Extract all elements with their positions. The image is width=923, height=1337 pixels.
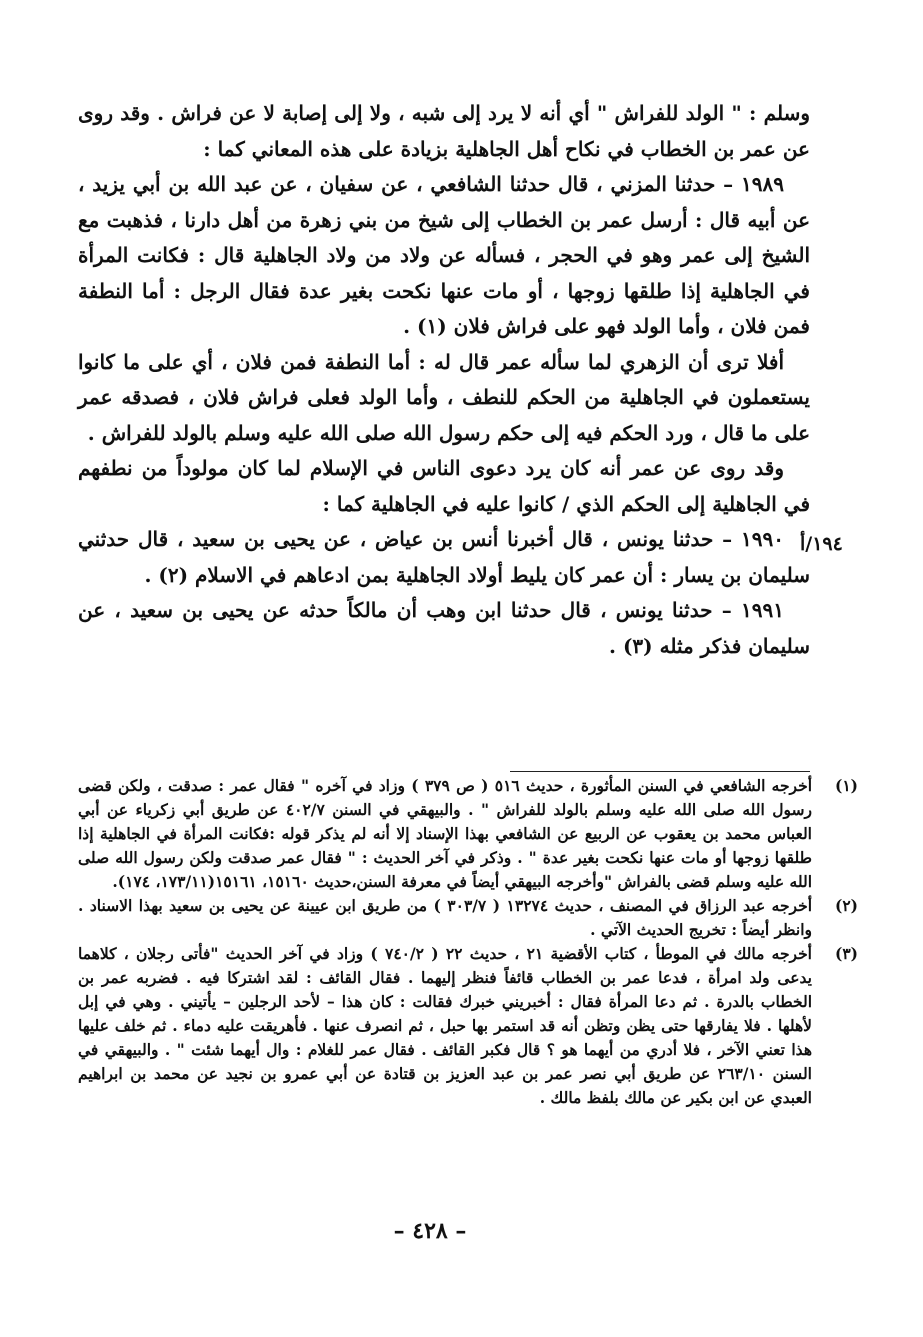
footnote-text: أخرجه مالك في الموطأ ، كتاب الأقضية ٢١ ، حديث ٢٢ ( ٧٤٠/٢ ) وزاد في آخر الحديث "فأتى رجلان ، كلاهما يدعى ولد امرأة ، فدعا عمر بن الخطاب قائفاً فنظر إليهما . فقال القائف : لقد اشتركا فيه . فضربه عمر بن الخطاب بالدرة . ثم دعا المرأة فقال : أخبريني خبرك فقالت : كان هذا – لأحد الرجلين – يأتيني . وهي في إبل لأهلها . فلا يفارقها حتى يظن وتظن أنه قد استمر بها حبل ، ثم انصرف عنها . فأهريقت عليه دماء . ثم خلف عليها هذا تعني الآخر ، فلا أدري من أيهما هو ؟ قال فكبر القائف . فقال عمر للغلام : وال أيهما شئت " . والبيهقي في السنن ٢٦٣/١٠ عن طريق أبي نصر عمر بن عبد العزيز بن قتادة عن أبي عمرو بن نجيد عن محمد بن ابراهيم العبدي عن ابن بكير عن مالك بلفظ مالك . bbox=[78, 944, 812, 1107]
main-text bbox=[78, 96, 810, 664]
paragraph-umar-narration: وقد روى عن عمر أنه كان يرد دعوى الناس في الإسلام لما كان مولوداً من نطفهم في الجاهلية إلى الحكم الذي / كانوا عليه في الجاهلية كما : bbox=[78, 456, 810, 516]
footnote-text: أخرجه الشافعي في السنن المأثورة ، حديث ٥١٦ ( ص ٣٧٩ ) وزاد في آخره " فقال عمر : صدقت ، ولكن قضى رسول الله صلى الله عليه وسلم بالولد للفراش " . والبيهقي في السنن ٤٠٢/٧ عن طريق أبي زكرياء عن أبي العباس محمد بن يعقوب عن الربيع عن الشافعي بهذا الإسناد إلا أنه لم يذكر قوله :فكانت المرأة في الجاهلية إذا طلقها زوجها أو مات عنها نكحت بغير عدة " . وذكر في آخر الحديث : " فقال عمر صدقت ولكن رسول الله صلى الله عليه وسلم قضى بالفراش "وأخرجه البيهقي أيضاً في معرفة السنن،حديث ١٥١٦٠، ١٥١٦١(١٧٣/١١، ١٧٤). bbox=[78, 776, 813, 891]
footnote-divider bbox=[510, 771, 810, 772]
footnote-number: (٢) bbox=[834, 896, 858, 915]
footnotes bbox=[78, 774, 858, 1110]
footnote-number: (١) bbox=[834, 776, 858, 795]
footnote-3 bbox=[78, 942, 858, 1110]
paragraph-hadith-1990: ١٩٩٠ – حدثنا يونس ، قال أخبرنا أنس بن عياض ، عن يحيى بن سعيد ، قال حدثني سليمان بن يسار : أن عمر كان يليط أولاد الجاهلية بمن ادعاهم في الاسلام (٢) . bbox=[78, 527, 810, 587]
footnote-text: أخرجه عبد الرزاق في المصنف ، حديث ١٣٢٧٤ ( ٣٠٣/٧ ) من طريق ابن عيينة عن يحيى بن سعيد بهذا الاسناد . وانظر أيضاً : تخريج الحديث الآتي . bbox=[78, 896, 812, 939]
paragraph-hadith-1991: ١٩٩١ – حدثنا يونس ، قال حدثنا ابن وهب أن مالكاً حدثه عن يحيى بن سعيد ، عن سليمان فذكر مثله (٣) . bbox=[78, 598, 810, 658]
paragraph-commentary: أفلا ترى أن الزهري لما سأله عمر قال له : أما النطفة فمن فلان ، أي على ما كانوا يستعملون في الجاهلية من الحكم للنطف ، وأما الولد فعلى فراش فلان ، فصدقه عمر على ما قال ، ورد الحكم فيه إلى حكم رسول الله صلى الله عليه وسلم بالولد للفراش . bbox=[78, 349, 810, 445]
paragraph-1: وسلم : " الولد للفراش " أي أنه لا يرد إلى شبه ، ولا إلى إصابة لا عن فراش . وقد روى عن عمر بن الخطاب في نكاح أهل الجاهلية بزيادة على هذه المعاني كما : bbox=[78, 101, 810, 161]
footnote-1 bbox=[78, 774, 858, 894]
footnote-number: (٣) bbox=[834, 944, 858, 963]
manuscript-folio-marker: ١٩٤/أ bbox=[800, 533, 843, 555]
page-number: – ٤٢٨ – bbox=[393, 1218, 467, 1244]
footnote-2 bbox=[78, 894, 858, 942]
paragraph-hadith-1989: ١٩٨٩ – حدثنا المزني ، قال حدثنا الشافعي ، عن سفيان ، عن عبد الله بن أبي يزيد ، عن أبيه قال : أرسل عمر بن الخطاب إلى شيخ من بني زهرة من أهل دارنا ، فذهبت مع الشيخ إلى عمر وهو في الحجر ، فسأله عن ولاد من ولاد الجاهلية قال : فكانت المرأة في الجاهلية إذا طلقها زوجها ، أو مات عنها نكحت بغير عدة فقال الرجل : أما النطفة فمن فلان ، وأما الولد فهو على فراش فلان (١) . bbox=[78, 172, 810, 338]
